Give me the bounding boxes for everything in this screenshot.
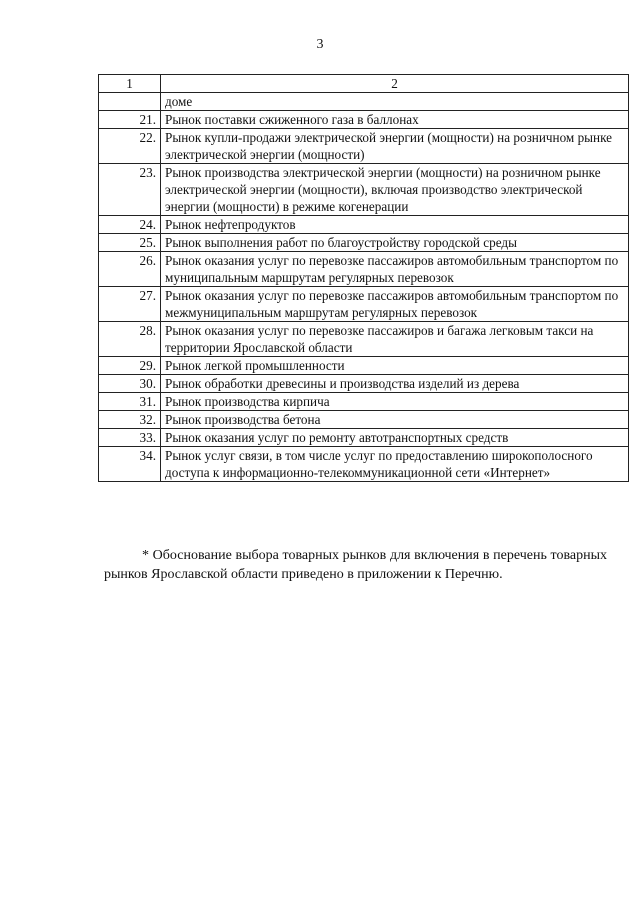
table-row	[99, 411, 629, 429]
table-row	[99, 216, 629, 234]
row-market-name: Рынок услуг связи, в том числе услуг по предоставлению широкополосного доступа к информационно-телекоммуникационной сети «Интернет»	[161, 447, 629, 482]
table-header-row	[99, 75, 629, 93]
markets-table-body	[99, 75, 629, 482]
row-market-name: Рынок оказания услуг по перевозке пассажиров и багажа легковым такси на территории Ярославской области	[161, 322, 629, 357]
table-row	[99, 234, 629, 252]
row-market-name: Рынок нефтепродуктов	[161, 216, 629, 234]
page-number: 3	[316, 37, 324, 52]
row-number: 27.	[99, 287, 161, 322]
row-market-name: Рынок оказания услуг по перевозке пассажиров автомобильным транспортом по муниципальным маршрутам регулярных перевозок	[161, 252, 629, 287]
row-number: 24.	[99, 216, 161, 234]
table-row	[99, 252, 629, 287]
row-market-name: Рынок производства электрической энергии (мощности) на розничном рынке электрической энергии (мощности), включая производство электрической энергии (мощности) в режиме когенерации	[161, 164, 629, 216]
row-market-name: Рынок легкой промышленности	[161, 357, 629, 375]
row-number: 32.	[99, 411, 161, 429]
row-number: 31.	[99, 393, 161, 411]
header-col-1: 1	[99, 75, 161, 93]
markets-table	[98, 74, 629, 482]
row-market-name: доме	[161, 93, 629, 111]
row-market-name: Рынок обработки древесины и производства изделий из дерева	[161, 375, 629, 393]
row-market-name: Рынок купли-продажи электрической энергии (мощности) на розничном рынке электрической энергии (мощности)	[161, 129, 629, 164]
row-number: 29.	[99, 357, 161, 375]
table-row	[99, 164, 629, 216]
table-row	[99, 429, 629, 447]
row-market-name: Рынок производства кирпича	[161, 393, 629, 411]
table-row	[99, 322, 629, 357]
table-row	[99, 287, 629, 322]
row-number: 28.	[99, 322, 161, 357]
table-row	[99, 93, 629, 111]
table-row	[99, 375, 629, 393]
row-market-name: Рынок оказания услуг по перевозке пассажиров автомобильным транспортом по межмуниципальным маршрутам регулярных перевозок	[161, 287, 629, 322]
row-market-name: Рынок поставки сжиженного газа в баллонах	[161, 111, 629, 129]
row-number: 34.	[99, 447, 161, 482]
footnote: * Обоснование выбора товарных рынков для включения в перечень товарных рынков Ярославской области приведено в приложении к Перечню.	[104, 548, 607, 582]
row-number: 33.	[99, 429, 161, 447]
header-col-2: 2	[161, 75, 629, 93]
row-market-name: Рынок выполнения работ по благоустройству городской среды	[161, 234, 629, 252]
row-number: 22.	[99, 129, 161, 164]
row-number: 23.	[99, 164, 161, 216]
row-number	[99, 93, 161, 111]
row-market-name: Рынок оказания услуг по ремонту автотранспортных средств	[161, 429, 629, 447]
table-row	[99, 129, 629, 164]
row-market-name: Рынок производства бетона	[161, 411, 629, 429]
table-row	[99, 447, 629, 482]
table-row	[99, 393, 629, 411]
table-row	[99, 111, 629, 129]
table-row	[99, 357, 629, 375]
row-number: 26.	[99, 252, 161, 287]
row-number: 30.	[99, 375, 161, 393]
row-number: 25.	[99, 234, 161, 252]
row-number: 21.	[99, 111, 161, 129]
